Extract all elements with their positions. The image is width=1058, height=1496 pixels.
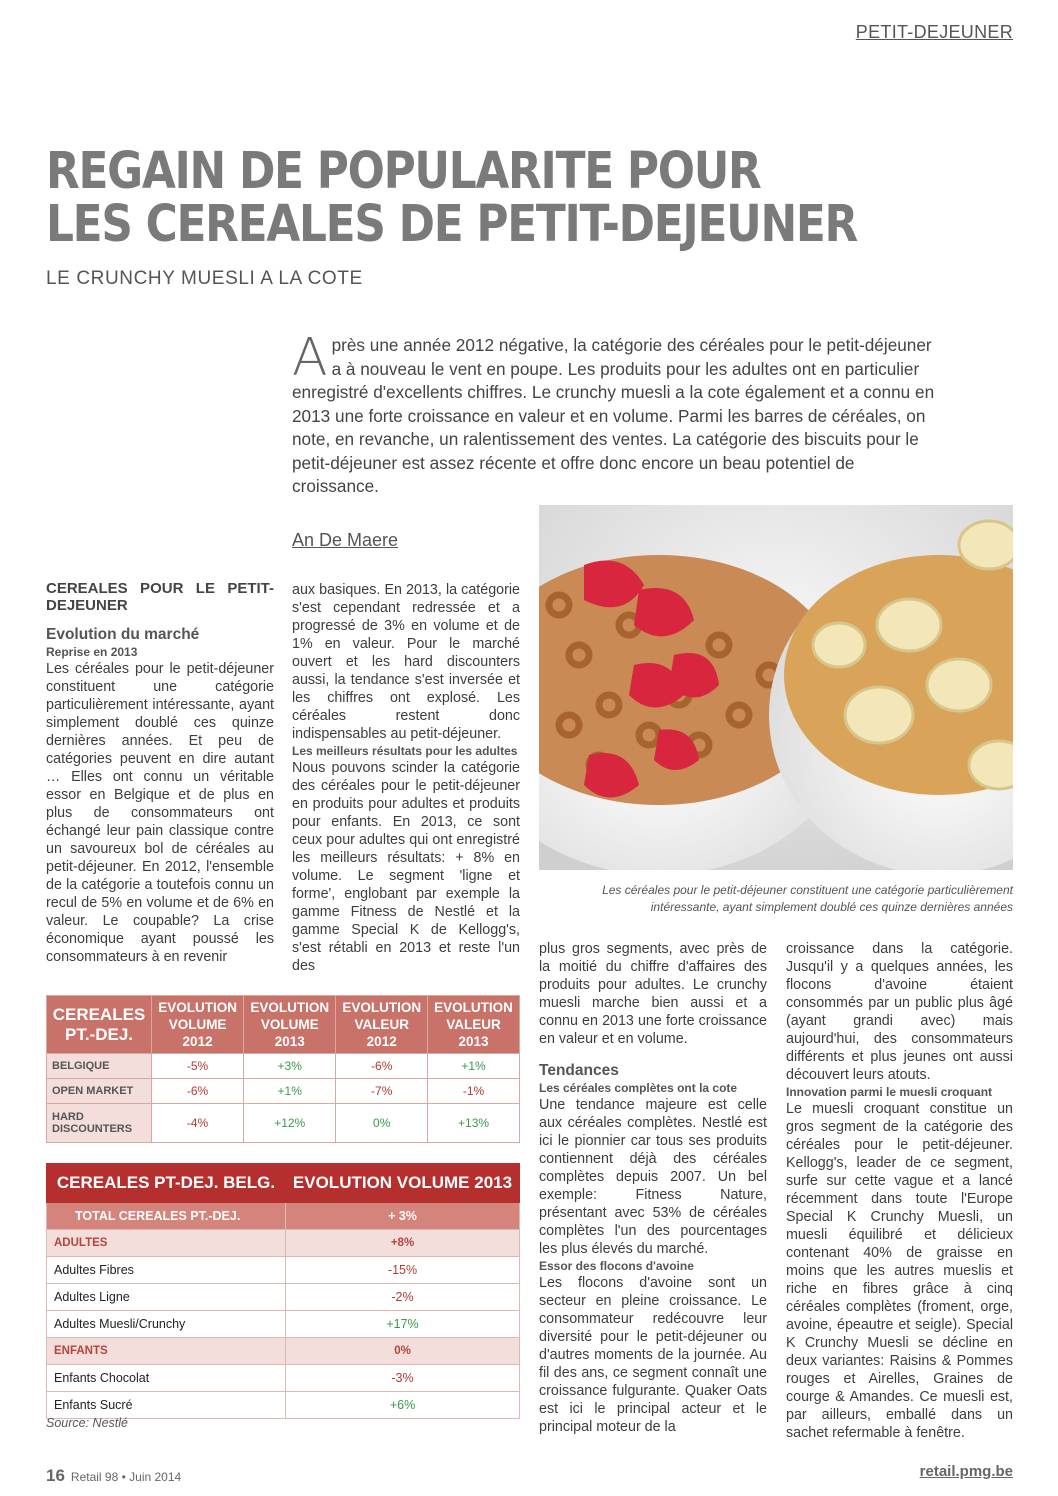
cereal-bowls-photo bbox=[539, 505, 1013, 870]
table-row bbox=[47, 1284, 520, 1311]
volume-table bbox=[46, 1163, 520, 1419]
table-cell: -6% bbox=[336, 1054, 428, 1079]
col2-text-1: aux basiques. En 2013, la catégorie s'est cependant redressée et a progressé de 3% en volume et de 1% en valeur. Pour le marché ouvert et les hard discounters aussi, la tendance s'est inversée et les chiffres ont explosé. Les céréales restent donc indispensables au petit-déjeuner. bbox=[292, 582, 520, 742]
table-row bbox=[47, 1054, 520, 1079]
intro-paragraph bbox=[292, 328, 942, 499]
col1-small-heading: Reprise en 2013 bbox=[46, 645, 138, 659]
table-row bbox=[47, 1104, 520, 1143]
issue-info: Retail 98 • Juin 2014 bbox=[70, 1470, 182, 1484]
table-cell: -4% bbox=[152, 1104, 244, 1143]
table-row bbox=[47, 1311, 520, 1338]
col2-small-heading: Les meilleurs résultats pour les adultes bbox=[292, 744, 518, 758]
row-label: Enfants Sucré bbox=[47, 1392, 286, 1419]
table-cell: -6% bbox=[152, 1079, 244, 1104]
table-cell: -7% bbox=[336, 1079, 428, 1104]
table-cell: -15% bbox=[286, 1257, 520, 1284]
table-cell: +1% bbox=[428, 1054, 520, 1079]
table-header-row bbox=[47, 996, 520, 1054]
table-cell: +8% bbox=[286, 1230, 520, 1257]
row-label: Adultes Fibres bbox=[47, 1257, 286, 1284]
row-label: OPEN MARKET bbox=[47, 1079, 152, 1104]
table-cell: +6% bbox=[286, 1392, 520, 1419]
article-title bbox=[46, 142, 872, 254]
intro-text: près une année 2012 négative, la catégorie des céréales pour le petit-déjeuner a à nouveau le vent en poupe. Les produits pour les adultes ont en particulier enregistré d'excellents chiffres. Le crunchy muesli a la cote également et a connu en 2013 une forte croissance en valeur et en volume. Parmi les barres de céréales, on note, en revanche, un ralentissement des ventes. La catégorie des biscuits pour le petit-déjeuner est assez récente et offre donc encore un beau potentiel de croissance. bbox=[292, 335, 935, 496]
col1-heading: CEREALES POUR LE PETIT-DEJEUNER bbox=[46, 580, 274, 614]
table-cell: +12% bbox=[244, 1104, 336, 1143]
table-header-cell: CEREALES PT.-DEJ. bbox=[47, 996, 152, 1054]
table-cell: +1% bbox=[244, 1079, 336, 1104]
table-cell: -3% bbox=[286, 1365, 520, 1392]
col2-text-2: Nous pouvons scinder la catégorie des céréales pour le petit-déjeuner en produits pour adultes et produits pour enfants. En 2013, ce sont ceux pour adultes qui ont enregistré les meilleurs résultats: + 8% en volume. Le segment 'ligne et forme', englobant par exemple la gamme Fitness de Nestlé et la gamme Special K de Kellogg's, s'est rétabli en 2013 et reste l'un des bbox=[292, 760, 520, 974]
author-byline: An De Maere bbox=[292, 530, 399, 550]
table-row bbox=[47, 1365, 520, 1392]
table-total-row bbox=[47, 1203, 520, 1230]
table-cell: +17% bbox=[286, 1311, 520, 1338]
col3-small-heading-1: Les céréales complètes ont la cote bbox=[539, 1081, 738, 1095]
col1-text: Les céréales pour le petit-déjeuner constituent une catégorie particulièrement intéressante, ayant simplement doublé ces quinze dernières années. Et peu de catégories peuvent en dire autant … Elles ont connu un véritable essor en Belgique et de plus en plus de consommateurs ont échangé leur pain classique contre un savoureux bol de céréales au petit-déjeuner. En 2012, l'ensemble de la catégorie a toutefois connu un recul de 5% en volume et de 6% en valeur. Le coupable? La crise économique ayant poussé les consommateurs à en revenir bbox=[46, 661, 274, 965]
col3-subheading: Tendances bbox=[539, 1062, 619, 1079]
col4-small-heading: Innovation parmi le muesli croquant bbox=[786, 1085, 993, 1099]
table-row bbox=[47, 1338, 520, 1365]
column-1 bbox=[46, 580, 274, 966]
evolution-table bbox=[46, 995, 520, 1143]
column-4 bbox=[786, 940, 1013, 1442]
row-label: ADULTES bbox=[47, 1230, 286, 1257]
table-row bbox=[47, 1230, 520, 1257]
table-header-row bbox=[47, 1164, 520, 1203]
column-2 bbox=[292, 581, 520, 975]
table-cell: -2% bbox=[286, 1284, 520, 1311]
table-cell: -5% bbox=[152, 1054, 244, 1079]
website-link[interactable]: retail.pmg.be bbox=[919, 1463, 1013, 1480]
row-label: ENFANTS bbox=[47, 1338, 286, 1365]
row-label: Adultes Ligne bbox=[47, 1284, 286, 1311]
table-cell: + 3% bbox=[286, 1203, 520, 1230]
table-header-cell: EVOLUTION VOLUME 2013 bbox=[286, 1164, 520, 1203]
table-header-cell: CEREALES PT-DEJ. BELG. bbox=[47, 1164, 286, 1203]
col3-text-2: Une tendance majeure est celle aux céréales complètes. Nestlé est ici le pionnier car tous ses produits contiennent déjà des céréales complètes depuis 2007. Un bel exemple: Fitness Nature, présentant avec 53% de céréales complètes l'un des pourcentages les plus élevés du marché. bbox=[539, 1097, 767, 1257]
table-row bbox=[47, 1079, 520, 1104]
col3-text-3: Les flocons d'avoine sont un secteur en pleine croissance. Le consommateur redécouvre leur diversité pour le petit-déjeuner ou d'autres moments de la journée. Au fil des ans, ce segment connaît une croissance fulgurante. Quaker Oats est ici le principal acteur et le principal moteur de la bbox=[539, 1275, 767, 1435]
table-header-cell: EVOLUTION VALEUR 2013 bbox=[428, 996, 520, 1054]
article-subtitle: LE CRUNCHY MUESLI A LA COTE bbox=[46, 268, 363, 289]
intro-dropcap: A bbox=[292, 328, 328, 388]
row-label: Adultes Muesli/Crunchy bbox=[47, 1311, 286, 1338]
table-header-cell: EVOLUTION VOLUME 2012 bbox=[152, 996, 244, 1054]
row-label: Enfants Chocolat bbox=[47, 1365, 286, 1392]
col4-text-1: croissance dans la catégorie. Jusqu'il y a quelques années, les flocons d'avoine étaient consommés par un public plus âgé (ayant grandi avec) mais aujourd'hui, des consommateurs différents et plus jeunes ont aussi découvert leurs atouts. bbox=[786, 941, 1013, 1083]
title-line-1: REGAIN DE POPULARITE POUR bbox=[46, 142, 761, 201]
table-source: Source: Nestlé bbox=[46, 1416, 128, 1430]
table-row bbox=[47, 1257, 520, 1284]
photo-caption: Les céréales pour le petit-déjeuner constituent une catégorie particulièrement intéressante, ayant simplement doublé ces quinze dernières années bbox=[602, 883, 1013, 914]
table-cell: +3% bbox=[244, 1054, 336, 1079]
col1-subheading: Evolution du marché bbox=[46, 626, 200, 643]
col4-text-2: Le muesli croquant constitue un gros segment de la catégorie des céréales pour le petit-déjeuner. Kellogg's, leader de ce segment, surfe sur cette vague et a lancé récemment dans toute l'Europe Special K Crunchy Muesli, un muesli équilibré et délicieux contenant 40% de graisse en moins que les autres mueslis et riche en fibres grâce à cinq céréales complètes (froment, orge, avoine, épeautre et seigle). Special K Crunchy Muesli se décline en deux variantes: Raisins & Pommes rouges et Airelles, Graines de courge & Amandes. Ce muesli est, par ailleurs, emballé dans un sachet refermable à fenêtre. bbox=[786, 1101, 1013, 1441]
table-cell: -1% bbox=[428, 1079, 520, 1104]
table-header-cell: EVOLUTION VOLUME 2013 bbox=[244, 996, 336, 1054]
col3-text-1: plus gros segments, avec près de la moitié du chiffre d'affaires des produits pour adultes. Le crunchy muesli marche bien aussi et a connu en 2013 une forte croissance en valeur et en volume. bbox=[539, 941, 767, 1047]
row-label: HARD DISCOUNTERS bbox=[47, 1104, 152, 1143]
row-label: TOTAL CEREALES PT.-DEJ. bbox=[47, 1203, 286, 1230]
section-label: PETIT-DEJEUNER bbox=[855, 22, 1013, 42]
column-3 bbox=[539, 940, 767, 1436]
table-header-cell: EVOLUTION VALEUR 2012 bbox=[336, 996, 428, 1054]
table-cell: 0% bbox=[286, 1338, 520, 1365]
row-label: BELGIQUE bbox=[47, 1054, 152, 1079]
footer-left bbox=[46, 1466, 181, 1486]
page-number: 16 bbox=[46, 1466, 65, 1485]
table-row bbox=[47, 1392, 520, 1419]
table-cell: +13% bbox=[428, 1104, 520, 1143]
title-line-2: LES CEREALES DE PETIT-DEJEUNER bbox=[46, 195, 858, 254]
col3-small-heading-2: Essor des flocons d'avoine bbox=[539, 1259, 694, 1273]
table-cell: 0% bbox=[336, 1104, 428, 1143]
